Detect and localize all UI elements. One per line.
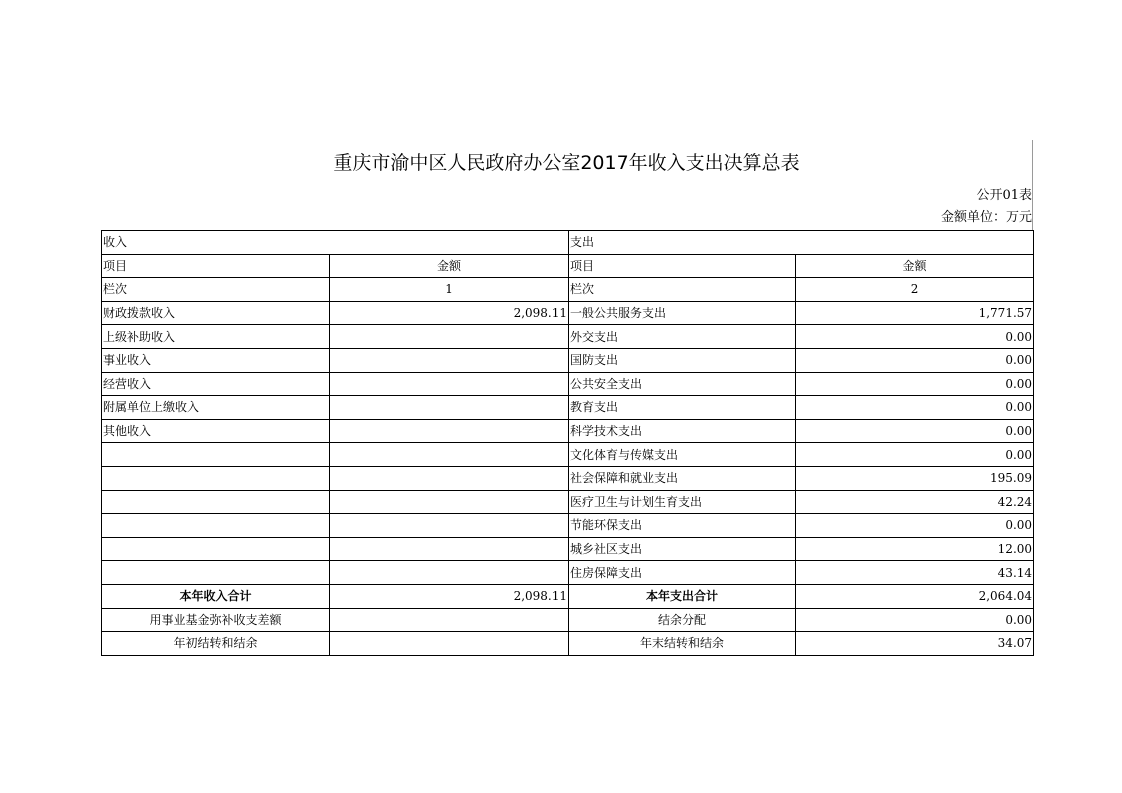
expense-amount-cell: 0.00 (796, 325, 1034, 349)
table-row (102, 466, 1034, 490)
expense-amount-cell: 0.00 (796, 396, 1034, 420)
expense-amount-cell: 0.00 (796, 419, 1034, 443)
expense-item-cell: 文化体育与传媒支出 (569, 443, 796, 467)
income-amount-cell (330, 348, 569, 372)
expense-item-cell: 国防支出 (569, 348, 796, 372)
income-amount-cell (330, 325, 569, 349)
table-row (102, 348, 1034, 372)
expense-amount-cell: 195.09 (796, 466, 1034, 490)
expense-amount-cell: 0.00 (796, 608, 1034, 632)
expense-item-cell: 城乡社区支出 (569, 537, 796, 561)
income-amount-header: 金额 (330, 254, 569, 278)
income-item-cell: 财政拨款收入 (102, 301, 330, 325)
table-row (102, 372, 1034, 396)
unit-label: 金额单位：万元 (940, 210, 1032, 225)
income-item-cell: 经营收入 (102, 372, 330, 396)
income-total-amount: 2,098.11 (330, 584, 569, 608)
income-amount-cell (330, 443, 569, 467)
column-number-row (102, 278, 1034, 302)
expense-item-header: 项目 (569, 254, 796, 278)
table-row (102, 325, 1034, 349)
income-amount-cell (330, 537, 569, 561)
table-code: 公开01表 (976, 188, 1032, 203)
income-item-cell (102, 537, 330, 561)
expense-amount-cell: 0.00 (796, 443, 1034, 467)
income-amount-cell (330, 419, 569, 443)
income-item-cell (102, 561, 330, 585)
expense-amount-cell: 43.14 (796, 561, 1034, 585)
expense-item-cell: 节能环保支出 (569, 514, 796, 538)
expense-item-cell: 一般公共服务支出 (569, 301, 796, 325)
table-row (102, 301, 1034, 325)
income-amount-cell (330, 608, 569, 632)
expense-section-header: 支出 (569, 231, 1034, 255)
income-item-cell (102, 443, 330, 467)
table-row (102, 419, 1034, 443)
income-item-cell: 上级补助收入 (102, 325, 330, 349)
expense-item-cell: 公共安全支出 (569, 372, 796, 396)
expense-item-cell: 结余分配 (569, 608, 796, 632)
footer-row (102, 608, 1034, 632)
table-row (102, 561, 1034, 585)
expense-amount-cell: 42.24 (796, 490, 1034, 514)
income-amount-cell (330, 466, 569, 490)
income-amount-cell: 2,098.11 (330, 301, 569, 325)
budget-table (101, 230, 1034, 656)
income-item-cell: 年初结转和结余 (102, 632, 330, 656)
table-row (102, 396, 1034, 420)
income-amount-cell (330, 396, 569, 420)
expense-amount-cell: 12.00 (796, 537, 1034, 561)
income-column-number: 1 (330, 278, 569, 302)
table-row (102, 514, 1034, 538)
expense-amount-header: 金额 (796, 254, 1034, 278)
expense-item-cell: 社会保障和就业支出 (569, 466, 796, 490)
income-amount-cell (330, 372, 569, 396)
table-row (102, 537, 1034, 561)
expense-amount-cell: 1,771.57 (796, 301, 1034, 325)
income-column-label: 栏次 (102, 278, 330, 302)
income-item-header: 项目 (102, 254, 330, 278)
income-item-cell: 用事业基金弥补收支差额 (102, 608, 330, 632)
expense-item-cell: 住房保障支出 (569, 561, 796, 585)
expense-item-cell: 外交支出 (569, 325, 796, 349)
expense-column-label: 栏次 (569, 278, 796, 302)
income-amount-cell (330, 490, 569, 514)
expense-item-cell: 年末结转和结余 (569, 632, 796, 656)
table-row (102, 443, 1034, 467)
income-item-cell (102, 514, 330, 538)
expense-total-amount: 2,064.04 (796, 584, 1034, 608)
section-header-row (102, 231, 1034, 255)
page-title: 重庆市渝中区人民政府办公室2017年收入支出决算总表 (333, 152, 800, 174)
expense-column-number: 2 (796, 278, 1034, 302)
expense-total-label: 本年支出合计 (569, 584, 796, 608)
income-total-label: 本年收入合计 (102, 584, 330, 608)
column-header-row (102, 254, 1034, 278)
expense-item-cell: 医疗卫生与计划生育支出 (569, 490, 796, 514)
expense-amount-cell: 34.07 (796, 632, 1034, 656)
expense-item-cell: 科学技术支出 (569, 419, 796, 443)
income-amount-cell (330, 561, 569, 585)
totals-row (102, 584, 1034, 608)
table-row (102, 490, 1034, 514)
income-amount-cell (330, 632, 569, 656)
expense-amount-cell: 0.00 (796, 348, 1034, 372)
expense-item-cell: 教育支出 (569, 396, 796, 420)
income-item-cell (102, 466, 330, 490)
footer-row (102, 632, 1034, 656)
income-amount-cell (330, 514, 569, 538)
income-item-cell: 其他收入 (102, 419, 330, 443)
income-item-cell: 附属单位上缴收入 (102, 396, 330, 420)
expense-amount-cell: 0.00 (796, 372, 1034, 396)
expense-amount-cell: 0.00 (796, 514, 1034, 538)
income-item-cell: 事业收入 (102, 348, 330, 372)
income-section-header: 收入 (102, 231, 569, 255)
income-item-cell (102, 490, 330, 514)
